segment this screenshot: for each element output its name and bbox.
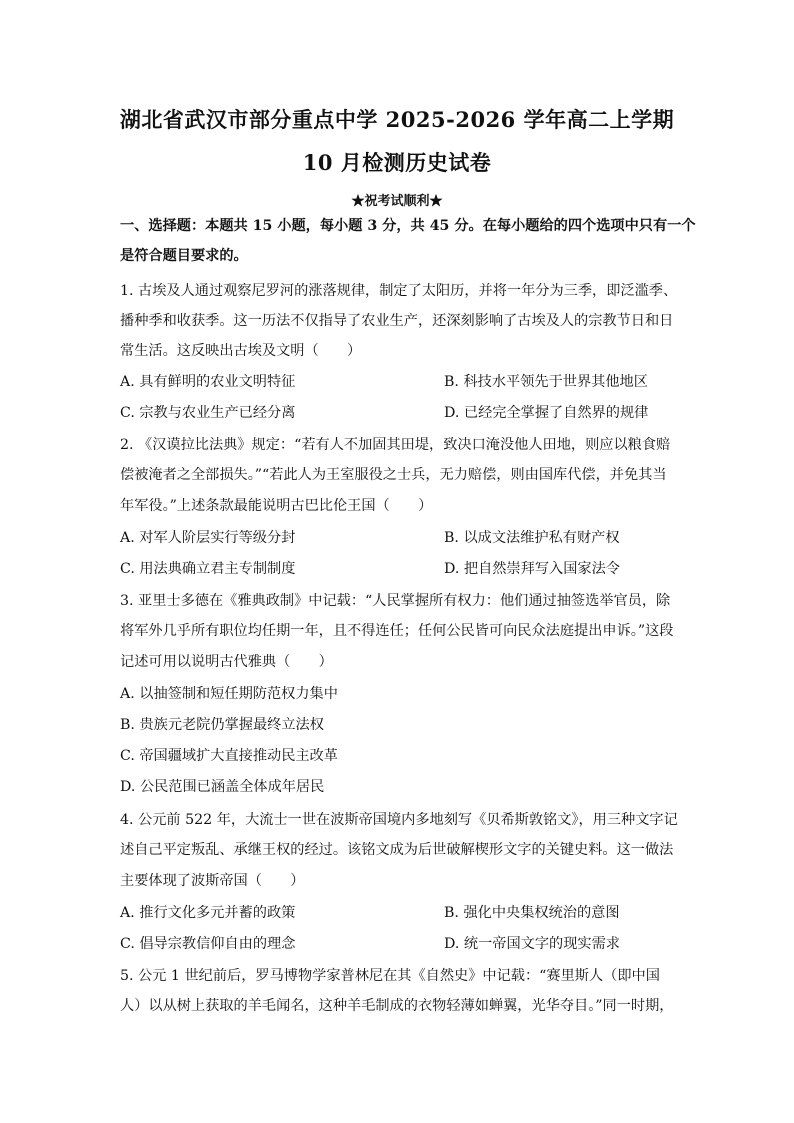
question-2-option-d: D. 把自然崇拜写入国家法令: [444, 561, 620, 577]
question-1-stem-line: 播种季和收获季。这一历法不仅指导了农业生产，还深刻影响了古埃及人的宗教节日和日: [120, 313, 674, 329]
question-4-option-b: B. 强化中央集权统治的意图: [444, 905, 620, 921]
question-1-option-b: B. 科技水平领先于世界其他地区: [444, 374, 648, 390]
question-2-stem-line: 偿被淹者之全部损失。”“若此人为王室服役之士兵，无力赔偿，则由国库代偿，并免其当: [120, 467, 667, 483]
question-1-stem-line: 1. 古埃及人通过观察尼罗河的涨落规律，制定了太阳历，并将一年分为三季，即泛滥季、: [120, 283, 678, 299]
question-3-option-c: C. 帝国疆域扩大直接推动民主改革: [120, 748, 338, 764]
question-1-option-a: A. 具有鲜明的农业文明特征: [120, 374, 296, 390]
question-2-option-b: B. 以成文法维护私有财产权: [444, 530, 620, 546]
question-5-stem-line: 人）以从树上获取的羊毛闻名，这种羊毛制成的衣物轻薄如蝉翼，光华夺目。”同一时期，: [120, 998, 674, 1014]
exam-title-line2: 10 月检测历史试卷: [302, 150, 492, 175]
question-3-option-d: D. 公民范围已涵盖全体成年居民: [120, 779, 325, 795]
question-5-stem-line: 5. 公元 1 世纪前后，罗马博物学家普林尼在其《自然史》中记载：“赛里斯人（即中国: [120, 968, 660, 984]
exam-motto: ★祝考试顺利★: [351, 194, 443, 209]
question-4-stem-line: 4. 公元前 522 年，大流士一世在波斯帝国境内多地刻写《贝希斯敦铭文》，用三种文字记: [120, 812, 678, 828]
exam-title-line1: 湖北省武汉市部分重点中学 2025-2026 学年高二上学期: [119, 107, 675, 132]
section-heading-line2: 是符合题目要求的。: [120, 248, 248, 264]
question-4-stem-line: 述自己平定叛乱、承继王权的经过。该铭文成为后世破解楔形文字的关键史料。这一做法: [120, 842, 674, 858]
question-4-option-d: D. 统一帝国文字的现实需求: [444, 936, 620, 952]
question-1-option-d: D. 已经完全掌握了自然界的规律: [444, 405, 649, 421]
question-2-option-a: A. 对军人阶层实行等级分封: [120, 530, 296, 546]
question-1-stem-line: 常生活。这反映出古埃及文明（ ）: [120, 343, 362, 359]
question-2-stem-line: 2. 《汉谟拉比法典》规定：“若有人不加固其田堤，致决口淹没他人田地，则应以粮食赔: [120, 437, 671, 453]
question-3-option-a: A. 以抽签制和短任期防范权力集中: [120, 686, 338, 702]
question-3-option-b: B. 贵族元老院仍掌握最终立法权: [120, 717, 324, 733]
question-3-stem-line: 记述可用以说明古代雅典（ ）: [120, 654, 333, 670]
question-3-stem-line: 将军外几乎所有职位均任期一年，且不得连任；任何公民皆可向民众法庭提出申诉。”这段: [120, 623, 674, 639]
question-2-option-c: C. 用法典确立君主专制制度: [120, 561, 296, 577]
question-1-option-c: C. 宗教与农业生产已经分离: [120, 405, 296, 421]
question-2-stem-line: 年军役。”上述条款最能说明古巴比伦王国（ ）: [120, 498, 433, 514]
question-4-option-c: C. 倡导宗教信仰自由的理念: [120, 936, 296, 952]
section-heading-line1: 一、选择题：本题共 15 小题，每小题 3 分，共 45 分。在每小题给的四个选项中只有一个: [120, 218, 696, 234]
question-4-stem-line: 主要体现了波斯帝国（ ）: [120, 873, 305, 889]
question-4-option-a: A. 推行文化多元并蓄的政策: [120, 905, 296, 921]
question-3-stem-line: 3. 亚里士多德在《雅典政制》中记载：“人民掌握所有权力：他们通过抽签选举官员，除: [120, 593, 671, 609]
